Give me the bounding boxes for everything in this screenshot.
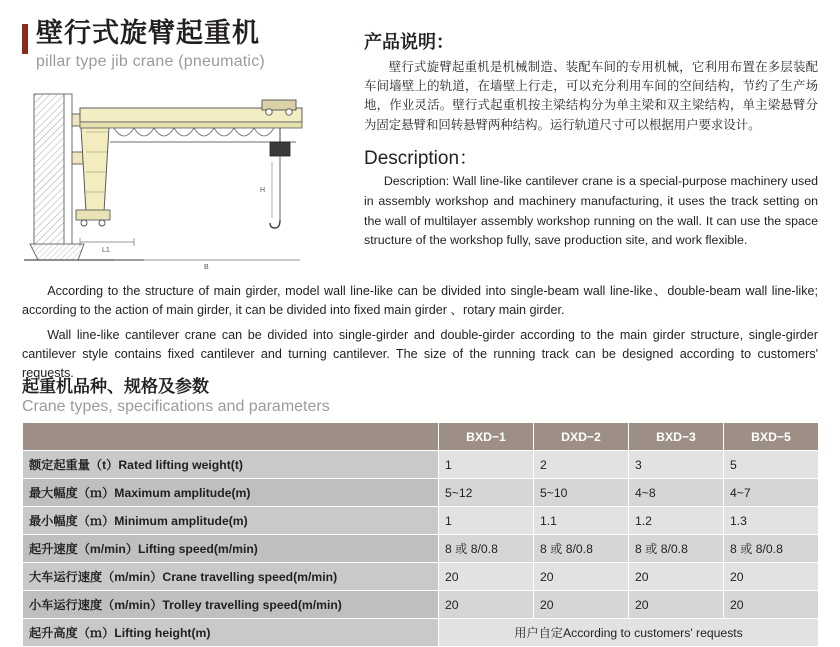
row-value: 20 — [724, 591, 819, 619]
row-value: 1.1 — [534, 507, 629, 535]
row-value-merged: 用户自定According to customers' requests — [439, 619, 819, 647]
row-label: 起升速度（m/min）Lifting speed(m/min) — [23, 535, 439, 563]
row-value: 20 — [629, 591, 724, 619]
row-value: 20 — [439, 563, 534, 591]
table-row — [23, 535, 819, 563]
section-heading — [22, 376, 818, 418]
row-value: 8 或 8/0.8 — [439, 535, 534, 563]
row-value: 8 或 8/0.8 — [724, 535, 819, 563]
title-block — [22, 18, 346, 71]
table-row — [23, 479, 819, 507]
row-label: 小车运行速度（m/min）Trolley travelling speed(m/min) — [23, 591, 439, 619]
crane-illustration — [24, 92, 334, 272]
table-header-col-1: BXD−1 — [439, 423, 534, 451]
row-value: 4~8 — [629, 479, 724, 507]
table-header-row — [23, 423, 819, 451]
page-title: 壁行式旋臂起重机 — [36, 18, 260, 48]
row-value: 8 或 8/0.8 — [629, 535, 724, 563]
row-label: 最小幅度（ｍ）Minimum amplitude(m) — [23, 507, 439, 535]
description-block — [346, 18, 818, 251]
description-heading-en: Description： — [364, 147, 479, 169]
section-heading-cn: 起重机品种、规格及参数 — [22, 377, 209, 396]
spec-table — [22, 422, 819, 647]
row-label: 大车运行速度（m/min）Crane travelling speed(m/min) — [23, 563, 439, 591]
table-row — [23, 451, 819, 479]
table-header-col-3: BXD−3 — [629, 423, 724, 451]
row-value: 5~12 — [439, 479, 534, 507]
row-value: 1.2 — [629, 507, 724, 535]
row-value: 20 — [534, 563, 629, 591]
crane-drawing-svg — [24, 92, 334, 272]
row-label: 额定起重量（t）Rated lifting weight(t) — [23, 451, 439, 479]
section-heading-en: Crane types, specifications and parameters — [22, 398, 330, 416]
page-subtitle: pillar type jib crane (pneumatic) — [36, 53, 265, 71]
svg-text:B: B — [204, 264, 209, 271]
description-body-cn: 壁行式旋臂起重机是机械制造、装配车间的专用机械，它利用布置在多层装配车间墙壁上的轨道，在墙壁上行走，可以充分利用车间的空间结构，节约了生产场地，作业灵活。壁行式起重机按主梁结构分为单主梁和双主梁结构，单主梁悬臂分为固定悬臂和回转悬臂两种结构。运行轨道尺寸可以根据用户要求设计。 — [364, 60, 818, 132]
table-row — [23, 507, 819, 535]
row-label: 起升高度（ｍ）Lifting height(m) — [23, 619, 439, 647]
body-paragraph-2: Wall line-like cantilever crane can be divided into single-girder and double-girder according to the main girder structure, single-girder cantilever style contains fixed cantilever and turning cantilever. The size of the running track can be designed according to customers' requests. — [22, 327, 818, 380]
row-value: 20 — [439, 591, 534, 619]
row-value: 5~10 — [534, 479, 629, 507]
table-header-col-4: BXD−5 — [724, 423, 819, 451]
row-value: 20 — [629, 563, 724, 591]
svg-text:L1: L1 — [102, 247, 110, 254]
body-paragraphs — [22, 282, 818, 388]
row-value: 1 — [439, 507, 534, 535]
row-value: 20 — [724, 563, 819, 591]
table-row — [23, 591, 819, 619]
row-value: 1 — [439, 451, 534, 479]
description-body-en: Description: Wall line-like cantilever crane is a special-purpose machinery used in assembly workshop and machinery manufacturing, it uses the track setting on the wall of multilayer assembly workshop running on the wall. It can use the space structure of the workshop fully, save production site, and work flexible. — [364, 173, 818, 248]
table-row-footer — [23, 619, 819, 647]
svg-text:H: H — [260, 187, 266, 194]
table-header-col-2: DXD−2 — [534, 423, 629, 451]
row-value: 2 — [534, 451, 629, 479]
row-value: 1.3 — [724, 507, 819, 535]
row-value: 5 — [724, 451, 819, 479]
row-label: 最大幅度（ｍ）Maximum amplitude(m) — [23, 479, 439, 507]
description-heading-cn: 产品说明： — [364, 32, 454, 52]
table-row — [23, 563, 819, 591]
row-value: 20 — [534, 591, 629, 619]
row-value: 4~7 — [724, 479, 819, 507]
body-paragraph-1: According to the structure of main girder, model wall line-like can be divided into single-beam wall line-like、double-beam wall line-like; according to the action of main girder, it can be divided into fixed main girder 、rotary main girder. — [22, 284, 818, 317]
table-header-blank — [23, 423, 439, 451]
title-accent-bar — [22, 24, 28, 54]
row-value: 3 — [629, 451, 724, 479]
spec-table-wrapper — [22, 422, 818, 647]
row-value: 8 或 8/0.8 — [534, 535, 629, 563]
